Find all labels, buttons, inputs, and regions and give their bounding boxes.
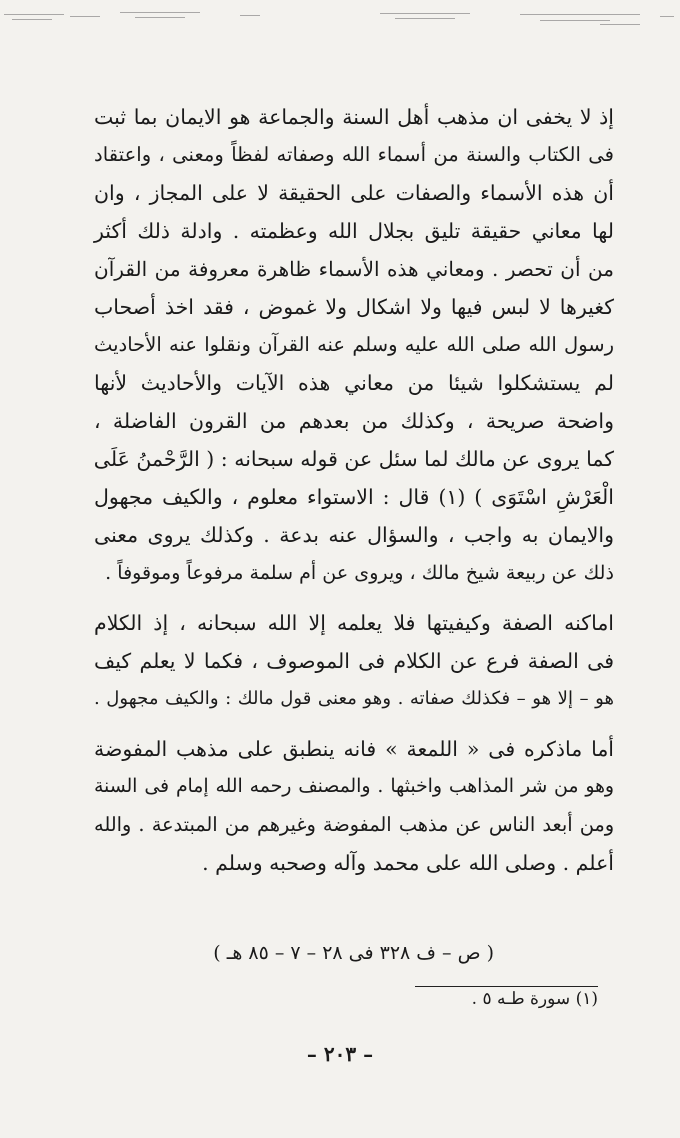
text-line: الْعَرْشِ اسْتَوَى ) (١) قال : الاستواء معلوم ، والكيف مجهول [94,485,614,509]
text-line: والايمان به واجب ، والسؤال عنه بدعة . وكذلك يروى معنى [94,523,614,547]
page-number: – ٢٠٣ – [306,1042,374,1066]
scan-artifact-header-noise [0,10,680,40]
paragraph-2 [94,604,614,718]
text-line: أما ماذكره فى « اللمعة » فانه ينطبق على مذهب المفوضة [94,737,614,761]
text-line: هو – إلا هو – فكذلك صفاته . وهو معنى قول مالك : والكيف مجهول . [94,688,614,709]
text-line: لها معاني حقيقة تليق بجلال الله وعظمته . وادلة ذلك أكثر [94,219,614,243]
text-line: أن هذه الأسماء والصفات على الحقيقة لا على المجاز ، وان [94,181,614,205]
text-line: اماكنه الصفة وكيفيتها فلا يعلمه إلا الله سبحانه ، إذ الكلام [94,611,614,635]
paragraph-3 [94,730,614,882]
text-line: ومن أبعد الناس عن مذهب المفوضة وغيرهم من المبتدعة . والله [94,813,614,836]
document-reference-date: ( ص – ف ٣٢٨ فى ٢٨ – ٧ – ٨٥ هـ ) [213,942,494,964]
paragraph-gap [94,592,614,604]
text-line: فى الكتاب والسنة من أسماء الله وصفاته لفظاً ومعنى ، واعتقاد [94,143,614,166]
footnote: (١) سورة طـه ٥ . [471,989,598,1009]
text-line: واضحة صريحة ، وكذلك من بعدهم من القرون الفاضلة ، [94,409,614,433]
body-text [94,98,614,882]
text-line: كغيرها لا لبس فيها ولا اشكال ولا غموض ، فقد اخذ أصحاب [94,295,614,319]
text-line: أعلم . وصلى الله على محمد وآله وصحبه وسلم . [202,851,614,875]
paragraph-gap [94,718,614,730]
text-line: فى الصفة فرع عن الكلام فى الموصوف ، فكما لا يعلم كيف [94,649,614,673]
text-line: من أن تحصر . ومعاني هذه الأسماء ظاهرة معروفة من القرآن [94,257,614,281]
text-line: كما يروى عن مالك لما سئل عن قوله سبحانه : ( الرَّحْمنُ عَلَى [93,447,614,471]
text-line: رسول الله صلى الله عليه وسلم عنه القرآن ونقلوا عنه الأحاديث [94,333,614,356]
text-line: لم يستشكلوا شيئا من معاني هذه الآيات والأحاديث لأنها [94,371,614,395]
text-line: إذ لا يخفى ان مذهب أهل السنة والجماعة هو الايمان بما ثبت [94,105,614,129]
text-line: وهو من شر المذاهب واخبثها . والمصنف رحمه الله إمام فى السنة [94,776,614,797]
paragraph-1 [94,98,614,592]
text-line: ذلك عن ربيعة شيخ مالك ، ويروى عن أم سلمة مرفوعاً وموقوفاً . [105,561,614,584]
